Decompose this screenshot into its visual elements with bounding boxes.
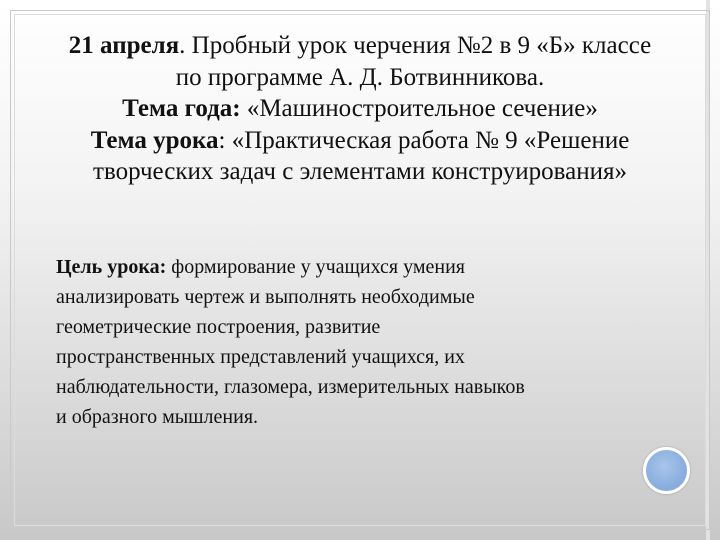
decorative-circle-icon [643,447,690,494]
year-theme-label: Тема года: [122,95,241,122]
title-line-4 [24,125,696,157]
slide-edge-band [706,0,710,540]
lesson-theme-label: Тема урока [90,126,219,154]
goal-line: и образного мышления. [56,406,259,428]
lesson-theme-value: : «Практическая работа № 9 «Решение [218,126,630,154]
slide-title [24,30,696,188]
goal-line: анализировать чертеж и выполнять необходимые [56,286,475,308]
title-line-5: творческих задач с элементами конструирования» [93,158,627,185]
goal-line: наблюдательности, глазомера, измерительных навыков [56,376,525,398]
title-line-1 [24,30,696,62]
goal-line: пространственных представлений учащихся, их [56,346,465,368]
title-date: 21 апреля [68,32,180,59]
goal-line: геометрические построения, развитие [56,316,381,338]
year-theme-value: «Машиностроительное сечение» [240,95,598,122]
lesson-goal [56,252,656,432]
goal-label: Цель урока: [56,256,167,278]
goal-line-1 [56,252,656,282]
title-line-3 [24,93,696,125]
goal-text: формирование у учащихся умения [166,256,466,278]
title-line-2: по программе А. Д. Ботвинникова. [175,63,545,91]
title-lesson: . Пробный урок черчения №2 в 9 «Б» классе [179,32,652,59]
